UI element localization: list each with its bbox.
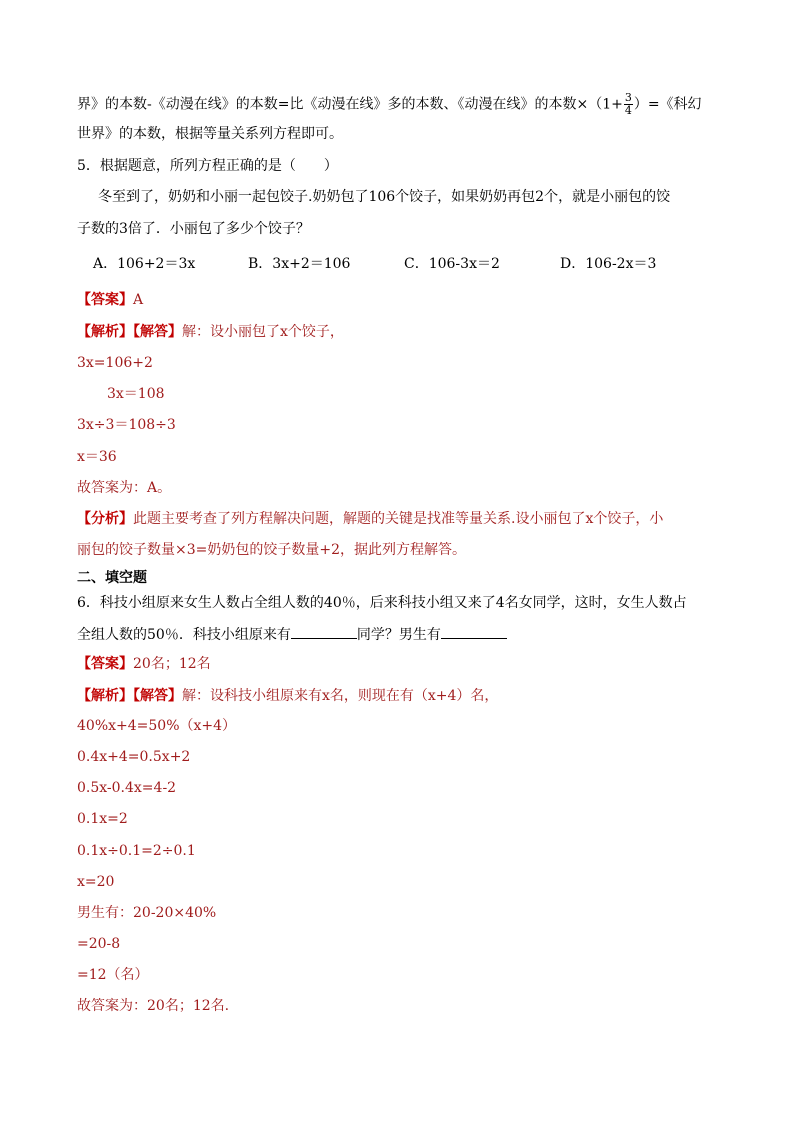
fraction-denominator: 4 <box>624 104 632 117</box>
q5-conclusion: 故答案为：A。 <box>77 480 172 496</box>
q5-option-c: C．106-3x＝2 <box>404 256 500 272</box>
answer-blank-1[interactable] <box>291 624 357 639</box>
q6-step-4: 0.1x=2 <box>77 811 128 827</box>
answer-value: 20名；12名 <box>133 656 211 672</box>
q5-option-a: A．106+2＝3x <box>93 256 196 272</box>
q5-fenxi-line-1 <box>77 509 663 529</box>
q6-step-2: 0.4x+4=0.5x+2 <box>77 749 191 765</box>
q5-text-line-2: 子数的3倍了．小丽包了多少个饺子？ <box>77 221 310 237</box>
q5-option-b: B．3x+2＝106 <box>248 256 351 272</box>
fenxi-text-1: 此题主要考查了列方程解决问题，解题的关键是找准等量关系.设小丽包了x个饺子，小 <box>133 511 664 527</box>
q6-text-line-2 <box>77 624 507 645</box>
q6-step-7: 男生有：20-20×40% <box>77 905 217 921</box>
q5-text-line-1: 冬至到了，奶奶和小丽一起包饺子.奶奶包了106个饺子，如果奶奶再包2个，就是小丽包的饺 <box>98 189 671 205</box>
q5-step-4: x＝36 <box>77 449 117 465</box>
q5-analysis <box>77 322 344 342</box>
q5-option-d: D．106-2x＝3 <box>560 256 657 272</box>
fenxi-tag: 【分析】 <box>77 511 133 527</box>
q6-step-3: 0.5x-0.4x=4-2 <box>77 780 177 796</box>
intro-text-a: 界》的本数-《动漫在线》的本数=比《动漫在线》多的本数、《动漫在线》的本数×（1+ <box>77 96 623 113</box>
q6-step-5: 0.1x÷0.1=2÷0.1 <box>77 843 196 859</box>
intro-text-b: ）=《科幻 <box>633 96 702 113</box>
q6-step-9: =12（名） <box>77 967 149 983</box>
q6-text-part-a: 全组人数的50％．科技小组原来有 <box>77 627 291 643</box>
analysis-tag: 【解析】【解答】 <box>77 324 182 340</box>
answer-tag: 【答案】 <box>77 292 133 308</box>
q5-stem: 5．根据题意，所列方程正确的是（ ） <box>77 158 338 174</box>
q5-fenxi-line-2: 丽包的饺子数量×3=奶奶包的饺子数量+2，据此列方程解答。 <box>77 542 467 558</box>
q6-conclusion: 故答案为：20名；12名. <box>77 998 230 1014</box>
analysis-text: 解：设小丽包了x个饺子， <box>182 324 344 340</box>
answer-value: A <box>133 292 144 308</box>
q5-step-3: 3x÷3＝108÷3 <box>77 417 176 433</box>
intro-line-2: 世界》的本数，根据等量关系列方程即可。 <box>77 126 343 142</box>
q5-step-2: 3x＝108 <box>107 386 165 402</box>
q6-step-8: =20-8 <box>77 936 121 952</box>
analysis-tag: 【解析】【解答】 <box>77 688 182 704</box>
section-title: 二、填空题 <box>77 570 147 586</box>
answer-tag: 【答案】 <box>77 656 133 672</box>
q6-step-1: 40%x+4=50%（x+4） <box>77 718 237 734</box>
fraction-numerator: 3 <box>624 91 632 104</box>
analysis-text: 解：设科技小组原来有x名，则现在有（x+4）名， <box>182 688 499 704</box>
q5-step-1: 3x=106+2 <box>77 355 153 371</box>
q6-answer <box>77 654 211 674</box>
q6-analysis <box>77 686 498 706</box>
intro-line-1 <box>77 92 702 117</box>
q6-text-line-1: 6．科技小组原来女生人数占全组人数的40％，后来科技小组又来了4名女同学，这时，女生人数占 <box>77 595 687 611</box>
q6-step-6: x=20 <box>77 874 115 890</box>
q6-text-part-b: 同学？男生有 <box>356 627 441 643</box>
q5-answer <box>77 290 143 310</box>
answer-blank-2[interactable] <box>441 624 507 639</box>
fraction <box>624 92 633 117</box>
